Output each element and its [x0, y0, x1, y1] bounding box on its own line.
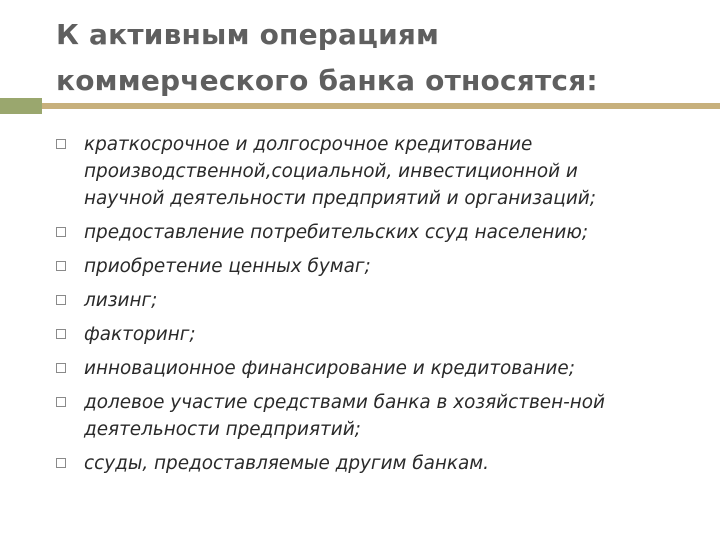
bullet-text: [84, 355, 696, 382]
bullet-line: лизинг;: [84, 290, 158, 311]
bullet-list: [56, 131, 696, 484]
bullet-text: [84, 321, 696, 348]
bullet-line: производственной,социальной, инвестиционной и: [84, 161, 578, 182]
bullet-text: [84, 287, 696, 314]
bullet-item-3: [56, 253, 696, 280]
bullet-line: инновационное финансирование и кредитование;: [84, 358, 575, 379]
bullet-item-1: [56, 131, 696, 212]
square-bullet-icon: [56, 363, 66, 373]
bullet-line: приобретение ценных бумаг;: [84, 256, 371, 277]
bullet-item-2: [56, 219, 696, 246]
bullet-item-4: [56, 287, 696, 314]
bullet-text: [84, 253, 696, 280]
square-bullet-icon: [56, 227, 66, 237]
bullet-line: ссуды, предоставляемые другим банкам.: [84, 453, 489, 474]
bullet-text: [84, 450, 696, 477]
bullet-text: [84, 389, 696, 443]
square-bullet-icon: [56, 397, 66, 407]
bullet-text: [84, 131, 696, 212]
title-rule-accent-left: [0, 98, 42, 114]
bullet-line: предоставление потребительских ссуд населению;: [84, 222, 589, 243]
title-line-1: К активным операциям: [56, 18, 440, 51]
square-bullet-icon: [56, 295, 66, 305]
bullet-item-6: [56, 355, 696, 382]
square-bullet-icon: [56, 261, 66, 271]
bullet-text: [84, 219, 696, 246]
bullet-item-5: [56, 321, 696, 348]
bullet-line: научной деятельности предприятий и организаций;: [84, 188, 596, 209]
slide-title: [56, 12, 696, 104]
bullet-item-7: [56, 389, 696, 443]
title-rule-line: [42, 103, 720, 109]
title-line-2: коммерческого банка относятся:: [56, 64, 598, 97]
square-bullet-icon: [56, 329, 66, 339]
square-bullet-icon: [56, 139, 66, 149]
square-bullet-icon: [56, 458, 66, 468]
bullet-line: деятельности предприятий;: [84, 419, 361, 440]
bullet-line: краткосрочное и долгосрочное кредитование: [84, 134, 533, 155]
bullet-line: долевое участие средствами банка в хозяйствен-ной: [84, 392, 605, 413]
bullet-line: факторинг;: [84, 324, 196, 345]
bullet-item-8: [56, 450, 696, 477]
